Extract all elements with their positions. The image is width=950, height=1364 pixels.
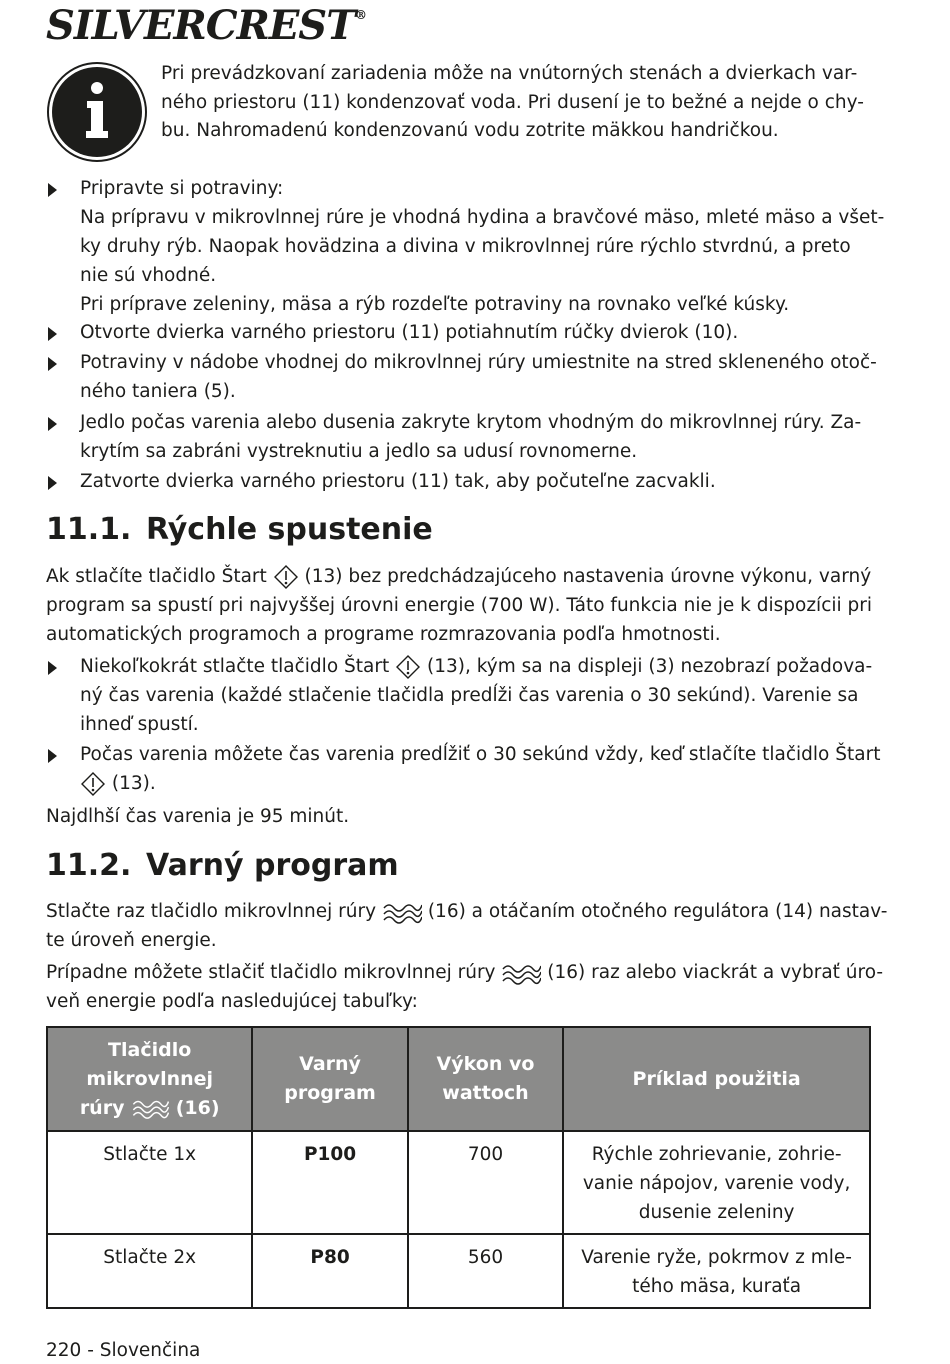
triangle-bullet-icon — [48, 327, 57, 341]
para-text: (16) raz alebo viackrát a vybrať úro- — [547, 962, 884, 983]
step-line: krytím sa zabráni vystreknutiu a jedlo sa udusí rovnomerne. — [80, 441, 638, 462]
microwave-waves-icon — [131, 1096, 169, 1120]
start-diamond-icon — [273, 565, 299, 589]
step-line: Pri príprave zeleniny, mäsa a rýb rozdeľte potraviny na rovnako veľké kúsky. — [80, 294, 790, 315]
cooking-program-p1 — [46, 897, 896, 955]
registered-mark: ® — [354, 8, 366, 22]
triangle-bullet-icon — [48, 661, 57, 675]
triangle-bullet-icon — [48, 183, 57, 197]
step-line: Na prípravu v mikrovlnnej rúre je vhodná hydina a bravčové mäso, mleté mäso a všet- — [80, 207, 885, 228]
start-diamond-icon — [395, 655, 421, 679]
header-cooking-program: Varný program — [252, 1027, 407, 1131]
intro-text: program sa spustí pri najvyššej úrovni energie (700 W). Táto funkcia nie je k dispozícii pri — [46, 595, 873, 616]
header-power-watts: Výkon vo wattoch — [408, 1027, 563, 1131]
intro-text: Ak stlačíte tlačidlo Štart — [46, 566, 267, 587]
section-heading-quick-start — [46, 512, 433, 547]
quick-start-intro — [46, 562, 896, 649]
cell-program: P100 — [252, 1131, 407, 1234]
microwave-waves-icon — [382, 899, 422, 925]
section-title: Rýchle spustenie — [146, 512, 433, 547]
header-microwave-button: Tlačidlo mikrovlnnej rúry (16) — [47, 1027, 252, 1131]
section-number: 11.2. — [46, 848, 132, 883]
cell-example: Varenie ryže, pokrmov z mle- tého mäsa, kuraťa — [563, 1234, 870, 1308]
step-text: Niekoľkokrát stlačte tlačidlo Štart — [80, 656, 390, 677]
intro-text: automatických programoch a programe rozmrazovania podľa hmotnosti. — [46, 624, 721, 645]
cell-press: Stlačte 1x — [47, 1131, 252, 1234]
step-line: ky druhy rýb. Naopak hovädzina a divina v mikrovlnnej rúre rýchlo stvrdnú, a preto — [80, 236, 851, 257]
cooking-program-table — [46, 1026, 871, 1309]
step-line: Pripravte si potraviny: — [80, 178, 284, 199]
cell-watts: 700 — [408, 1131, 563, 1234]
max-time-note: Najdlhší čas varenia je 95 minút. — [46, 806, 350, 827]
triangle-bullet-icon — [48, 476, 57, 490]
table-header-row — [47, 1027, 870, 1131]
note-line: ného priestoru (11) kondenzovať voda. Pri dusení je to bežné a nejde o chy- — [161, 91, 864, 113]
triangle-bullet-icon — [48, 749, 57, 763]
para-text: Prípadne môžete stlačiť tlačidlo mikrovlnnej rúry — [46, 962, 496, 983]
step-text: (13), kým sa na displeji (3) nezobrazí požadova- — [427, 656, 873, 677]
silvercrest-logo — [46, 2, 366, 49]
section-number: 11.1. — [46, 512, 132, 547]
para-text: veň energie podľa nasledujúcej tabuľky: — [46, 991, 418, 1012]
step-text: Počas varenia môžete čas varenia predĺžiť o 30 sekúnd vždy, keď stlačíte tlačidlo Štart — [80, 744, 881, 765]
microwave-waves-icon — [501, 960, 541, 986]
step-text: ihneď spustí. — [80, 714, 199, 735]
section-heading-cooking-program — [46, 848, 399, 883]
para-text: (16) a otáčaním otočného regulátora (14) nastav- — [427, 901, 888, 922]
header-usage-example: Príklad použitia — [563, 1027, 870, 1131]
para-text: te úroveň energie. — [46, 930, 217, 951]
section-title: Varný program — [146, 848, 399, 883]
cell-example: Rýchle zohrievanie, zohrie- vanie nápojov, varenie vody, dusenie zeleniny — [563, 1131, 870, 1234]
cooking-program-p2 — [46, 958, 896, 1016]
note-line: bu. Nahromadenú kondenzovanú vodu zotrite mäkkou handričkou. — [161, 120, 779, 141]
cell-program: P80 — [252, 1234, 407, 1308]
condensation-note — [161, 60, 881, 146]
table-row — [47, 1234, 870, 1308]
cell-press: Stlačte 2x — [47, 1234, 252, 1308]
step-line: nie sú vhodné. — [80, 265, 217, 286]
brand-name: SILVERCREST — [46, 2, 355, 49]
cell-watts: 560 — [408, 1234, 563, 1308]
info-icon — [46, 61, 148, 163]
table-row — [47, 1131, 870, 1234]
note-line: Pri prevádzkovaní zariadenia môže na vnútorných stenách a dvierkach var- — [161, 63, 858, 84]
step-line: Potraviny v nádobe vhodnej do mikrovlnnej rúry umiestnite na stred skleneného otoč- — [80, 352, 877, 373]
triangle-bullet-icon — [48, 417, 57, 431]
step-line: ného taniera (5). — [80, 381, 236, 402]
step-line: Jedlo počas varenia alebo dusenia zakryte krytom vhodným do mikrovlnnej rúry. Za- — [80, 412, 862, 433]
step-text: ný čas varenia (každé stlačenie tlačidla predĺži čas varenia o 30 sekúnd). Varenie sa — [80, 685, 859, 706]
para-text: Stlačte raz tlačidlo mikrovlnnej rúry — [46, 901, 377, 922]
page-footer: 220 - Slovenčina — [46, 1340, 201, 1361]
step-line: Zatvorte dvierka varného priestoru (11) tak, aby počuteľne zacvakli. — [80, 471, 716, 492]
intro-text: (13) bez predchádzajúceho nastavenia úrovne výkonu, varný — [304, 566, 872, 587]
step-line: Otvorte dvierka varného priestoru (11) potiahnutím rúčky dvierok (10). — [80, 322, 739, 343]
triangle-bullet-icon — [48, 357, 57, 371]
start-diamond-icon — [80, 772, 106, 796]
step-text: (13). — [111, 773, 156, 794]
